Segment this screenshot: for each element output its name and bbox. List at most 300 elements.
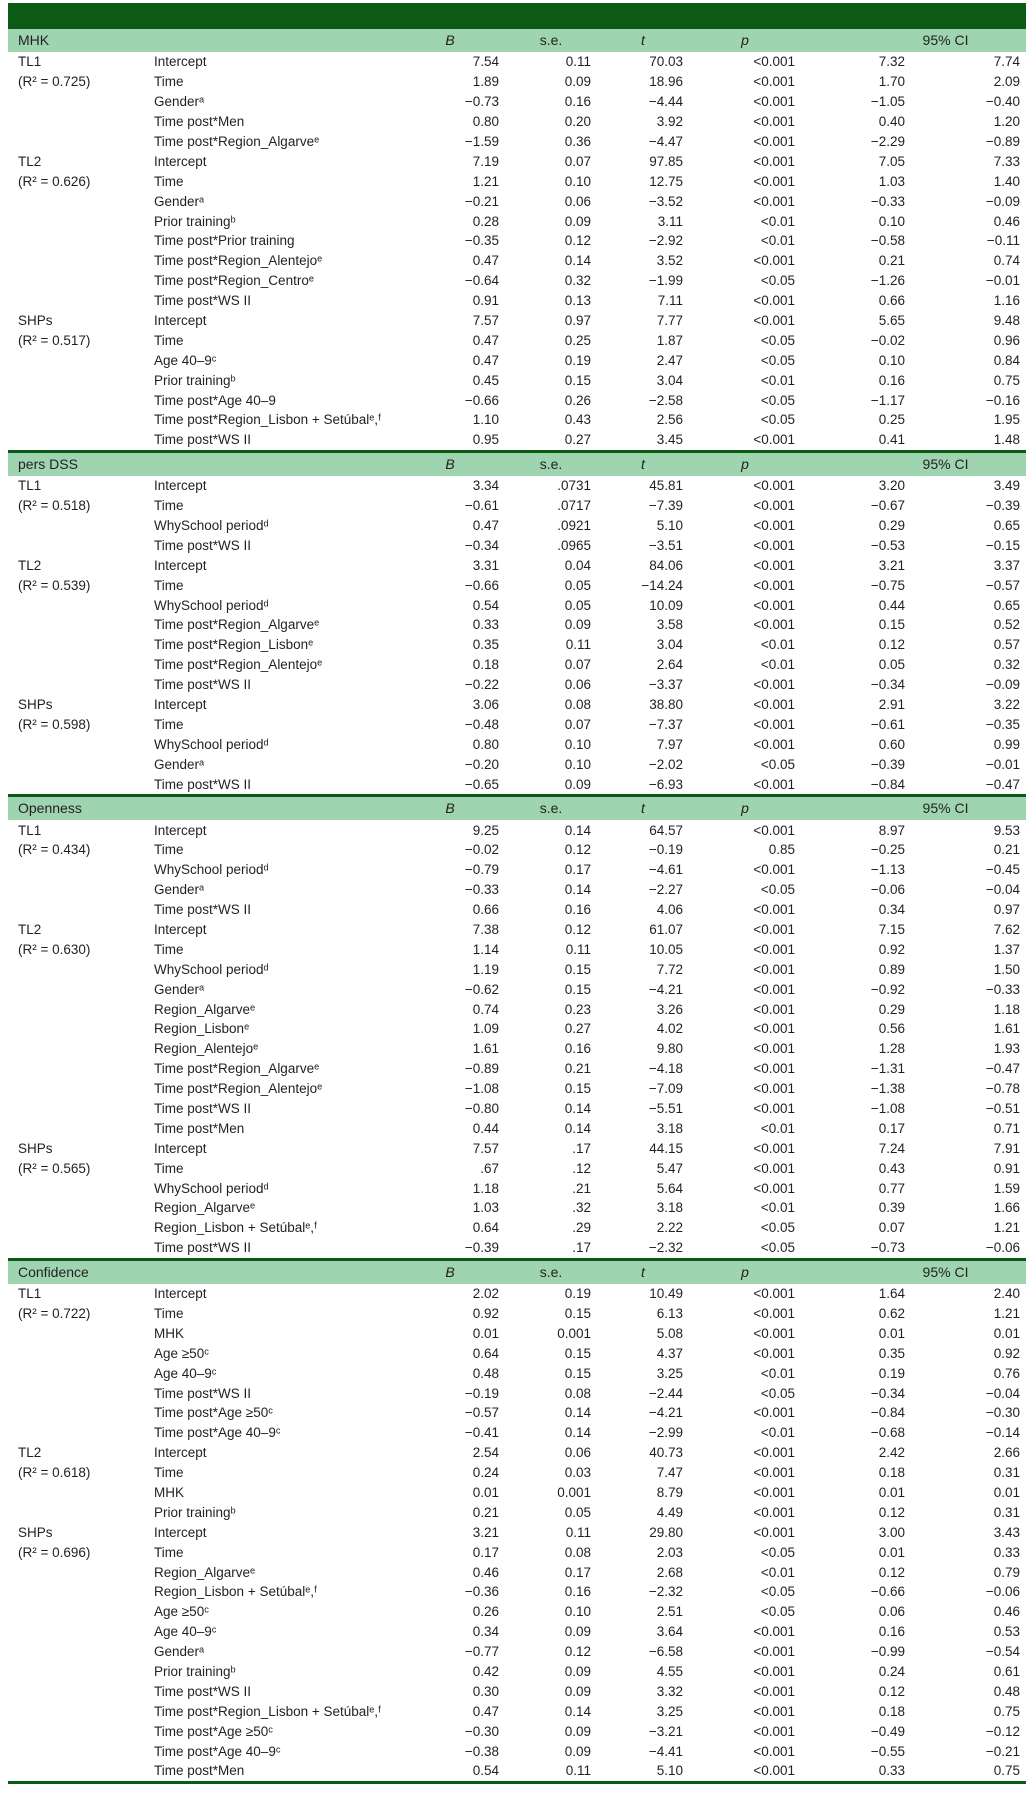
table-row <box>8 410 1026 430</box>
coef-p: <0.001 <box>753 1325 795 1341</box>
table-row <box>8 311 1026 331</box>
predictor-label: Time post*WS II <box>154 677 252 693</box>
predictor-label: Genderᵃ <box>154 1644 205 1660</box>
coef-p: <0.001 <box>753 597 795 613</box>
header-ci: 95% CI <box>801 451 1026 476</box>
group-empty <box>8 92 148 112</box>
predictor-label: Time <box>154 1160 184 1176</box>
predictor-label: Genderᵃ <box>154 193 205 209</box>
ci-upper: 0.84 <box>993 352 1021 368</box>
coef-t: −4.21 <box>648 1405 683 1421</box>
ci-lower: 1.03 <box>878 173 905 189</box>
section-header <box>8 796 1026 821</box>
group-empty <box>8 675 148 695</box>
predictor-label: Intercept <box>154 54 207 70</box>
predictor-label: Prior trainingᵇ <box>154 372 236 388</box>
table-row <box>8 1039 1026 1059</box>
ci-upper: −0.30 <box>985 1405 1021 1421</box>
ci-upper: 0.91 <box>993 1160 1021 1176</box>
ci-upper: −0.39 <box>985 498 1021 514</box>
coef-se: 0.07 <box>564 657 591 673</box>
ci-upper: 1.18 <box>993 1001 1021 1017</box>
table-row <box>8 959 1026 979</box>
coef-p: <0.05 <box>760 1584 795 1600</box>
ci-lower: 0.60 <box>878 736 905 752</box>
group-empty <box>8 291 148 311</box>
table-row <box>8 595 1026 615</box>
header-p: p <box>689 451 801 476</box>
coef-b: −0.64 <box>464 273 499 289</box>
coef-se: 0.001 <box>557 1485 591 1500</box>
group-r2: (R² = 0.598) <box>18 716 91 732</box>
coef-t: 2.64 <box>656 657 683 673</box>
table-row <box>8 151 1026 171</box>
table-row <box>8 1178 1026 1198</box>
group-empty <box>8 112 148 132</box>
coef-t: −2.58 <box>648 392 683 408</box>
coef-se: 0.23 <box>564 1001 591 1017</box>
ci-lower: −0.55 <box>870 1743 905 1759</box>
coef-b: −0.57 <box>464 1405 499 1421</box>
group-empty <box>8 1701 148 1721</box>
coef-b: −0.66 <box>464 392 499 408</box>
coef-p: <0.05 <box>760 392 795 408</box>
coef-p: <0.001 <box>753 1305 795 1321</box>
header-ci: 95% CI <box>801 796 1026 821</box>
group-empty <box>8 979 148 999</box>
group-r2: (R² = 0.696) <box>18 1544 91 1560</box>
group-empty <box>8 1198 148 1218</box>
ci-lower: 5.65 <box>878 313 905 329</box>
ci-lower: −0.34 <box>870 1385 905 1401</box>
coef-b: 0.01 <box>472 1325 499 1341</box>
table-row <box>8 1602 1026 1622</box>
ci-upper: −0.01 <box>985 273 1021 289</box>
group-r2: (R² = 0.434) <box>18 842 91 858</box>
table-row <box>8 1761 1026 1782</box>
coef-b: 0.47 <box>472 253 499 269</box>
coef-se: 0.11 <box>565 637 591 653</box>
table-row <box>8 92 1026 112</box>
coef-p: <0.001 <box>753 941 795 957</box>
ci-upper: 1.16 <box>993 293 1021 309</box>
coef-b: 0.01 <box>472 1485 499 1500</box>
coef-t: 12.75 <box>649 173 683 189</box>
header-se: s.e. <box>505 1259 597 1284</box>
predictor-label: Prior trainingᵇ <box>154 1664 236 1680</box>
coef-t: 3.58 <box>656 617 683 633</box>
group-empty <box>8 1079 148 1099</box>
coef-se: 0.08 <box>564 1385 591 1401</box>
ci-upper: 0.33 <box>993 1544 1021 1560</box>
coef-t: 4.37 <box>656 1345 683 1361</box>
coef-se: 0.001 <box>557 1325 591 1341</box>
ci-upper: 0.52 <box>993 617 1021 633</box>
ci-upper: 1.95 <box>993 412 1021 428</box>
predictor-label: Time <box>154 941 184 957</box>
coef-b: 2.54 <box>472 1445 499 1461</box>
ci-upper: 0.31 <box>993 1465 1021 1481</box>
coef-b: 1.89 <box>472 74 499 90</box>
table-row <box>8 774 1026 795</box>
table-row <box>8 291 1026 311</box>
table-row <box>8 171 1026 191</box>
coef-se: .0731 <box>557 478 591 494</box>
coef-se: 0.32 <box>564 273 591 289</box>
group-r2: (R² = 0.618) <box>18 1465 91 1481</box>
ci-lower: 2.91 <box>878 697 905 713</box>
coef-p: <0.01 <box>760 372 795 388</box>
table-row <box>8 1363 1026 1383</box>
group-empty <box>8 211 148 231</box>
predictor-label: Intercept <box>154 153 207 169</box>
ci-lower: 0.41 <box>878 432 905 448</box>
coef-t: 2.56 <box>656 412 683 428</box>
predictor-label: Time post*Region_Lisbon + Setúbalᵉ,ᶠ <box>154 412 382 428</box>
table-row <box>8 1079 1026 1099</box>
group-empty <box>8 734 148 754</box>
group-empty <box>8 999 148 1019</box>
coef-b: 3.21 <box>472 1524 499 1540</box>
ci-lower: 0.39 <box>878 1200 905 1216</box>
predictor-label: WhySchool periodᵈ <box>154 862 269 878</box>
coef-se: 0.11 <box>565 941 591 957</box>
table-row <box>8 1701 1026 1721</box>
group-empty <box>8 1238 148 1259</box>
coef-b: −0.66 <box>464 577 499 593</box>
coef-se: 0.19 <box>564 1286 591 1302</box>
ci-lower: 0.01 <box>878 1325 905 1341</box>
ci-lower: −0.33 <box>870 193 905 209</box>
table-row <box>8 1238 1026 1259</box>
coef-p: <0.05 <box>760 882 795 898</box>
coef-p: <0.001 <box>753 1624 795 1640</box>
ci-upper: −0.78 <box>985 1081 1021 1097</box>
ci-lower: 0.07 <box>878 1220 905 1236</box>
coef-p: <0.05 <box>760 1544 795 1560</box>
coef-se: 0.14 <box>564 1703 591 1719</box>
group-empty <box>8 1099 148 1119</box>
predictor-label: Intercept <box>154 313 207 329</box>
coef-p: <0.001 <box>753 313 795 329</box>
coef-t: −1.99 <box>648 273 683 289</box>
ci-upper: −0.45 <box>985 862 1021 878</box>
coef-p: <0.001 <box>753 1286 795 1302</box>
coef-se: 0.09 <box>564 74 591 90</box>
coef-p: <0.001 <box>753 1140 795 1156</box>
coef-b: −0.38 <box>464 1743 499 1759</box>
ci-upper: −0.06 <box>985 1240 1021 1256</box>
header-b: B <box>395 451 505 476</box>
predictor-label: Age 40–9ᶜ <box>154 1624 217 1640</box>
coef-p: <0.001 <box>753 1100 795 1116</box>
coef-t: 64.57 <box>649 822 683 838</box>
table-row <box>8 1662 1026 1682</box>
coef-b: −0.89 <box>464 1061 499 1077</box>
coef-b: 0.26 <box>472 1604 499 1620</box>
ci-upper: 1.61 <box>993 1021 1021 1037</box>
coef-b: −0.61 <box>464 498 499 514</box>
table-row <box>8 555 1026 575</box>
predictor-label: MHK <box>154 1325 184 1341</box>
group-name: TL1 <box>18 54 42 70</box>
ci-upper: 0.46 <box>993 213 1021 229</box>
predictor-label: Region_Lisbon + Setúbalᵉ,ᶠ <box>154 1220 318 1236</box>
predictor-label: Intercept <box>154 478 207 494</box>
coef-b: 0.34 <box>472 1624 499 1640</box>
coef-t: 3.32 <box>656 1683 683 1699</box>
coef-t: 5.10 <box>656 518 683 534</box>
coef-t: 61.07 <box>649 921 683 937</box>
ci-lower: 0.34 <box>878 902 905 918</box>
group-r2: (R² = 0.722) <box>18 1305 91 1321</box>
ci-lower: 0.12 <box>878 1504 905 1520</box>
ci-lower: 0.17 <box>878 1120 905 1136</box>
table-row <box>8 52 1026 72</box>
coef-se: 0.12 <box>564 233 591 249</box>
ci-upper: −0.11 <box>986 233 1021 249</box>
ci-upper: −0.47 <box>985 1061 1021 1077</box>
coef-se: .17 <box>572 1240 591 1256</box>
predictor-label: Time <box>154 74 184 90</box>
header-ci: 95% CI <box>801 29 1026 52</box>
ci-upper: 0.99 <box>993 736 1021 752</box>
coef-b: 7.57 <box>472 313 499 329</box>
table-row <box>8 1483 1026 1503</box>
ci-lower: −0.84 <box>870 1405 905 1421</box>
ci-lower: −0.34 <box>870 677 905 693</box>
ci-upper: 0.46 <box>993 1604 1021 1620</box>
coef-se: 0.15 <box>564 1345 591 1361</box>
coef-p: <0.001 <box>753 1504 795 1520</box>
group-empty <box>8 1622 148 1642</box>
group-empty <box>8 1059 148 1079</box>
coef-p: <0.001 <box>753 697 795 713</box>
table-row <box>8 1562 1026 1582</box>
coef-b: −0.48 <box>464 716 499 732</box>
coef-se: .0921 <box>557 518 591 534</box>
ci-lower: 0.12 <box>878 637 905 653</box>
predictor-label: Region_Lisbon + Setúbalᵉ,ᶠ <box>154 1584 318 1600</box>
table-row <box>8 900 1026 920</box>
ci-lower: 0.56 <box>878 1021 905 1037</box>
predictor-label: Genderᵃ <box>154 94 205 110</box>
ci-lower: 7.15 <box>878 921 905 937</box>
coef-p: <0.001 <box>753 776 795 792</box>
coef-p: <0.001 <box>753 432 795 448</box>
coef-t: 44.15 <box>649 1140 683 1156</box>
ci-lower: 0.92 <box>878 941 905 957</box>
coef-b: 1.18 <box>472 1180 499 1196</box>
coef-se: 0.26 <box>564 392 591 408</box>
coef-se: 0.14 <box>564 1425 591 1441</box>
coef-p: <0.001 <box>753 617 795 633</box>
coef-t: −5.51 <box>648 1100 683 1116</box>
coef-t: 5.64 <box>656 1180 683 1196</box>
ci-lower: 0.01 <box>878 1485 905 1500</box>
predictor-label: Age 40–9ᶜ <box>154 1365 217 1381</box>
coef-b: 0.35 <box>472 637 499 653</box>
group-empty <box>8 1642 148 1662</box>
ci-lower: 0.12 <box>878 1564 905 1580</box>
coef-se: 0.14 <box>564 1405 591 1421</box>
table-row <box>8 516 1026 536</box>
coef-b: 2.02 <box>472 1286 499 1302</box>
ci-lower: −0.58 <box>870 233 905 249</box>
group-empty <box>8 959 148 979</box>
table-row <box>8 1383 1026 1403</box>
coef-p: <0.05 <box>760 1604 795 1620</box>
coef-se: 0.05 <box>564 1504 591 1520</box>
group-name: TL2 <box>18 921 42 937</box>
coef-t: 2.22 <box>656 1220 683 1236</box>
group-empty <box>8 132 148 152</box>
header-se: s.e. <box>505 796 597 821</box>
table-row <box>8 1323 1026 1343</box>
ci-lower: −0.02 <box>870 332 905 348</box>
coef-se: 0.09 <box>564 1664 591 1680</box>
group-empty <box>8 1178 148 1198</box>
coef-t: 3.18 <box>656 1120 683 1136</box>
group-empty <box>8 900 148 920</box>
coef-b: 0.30 <box>472 1683 499 1699</box>
coef-t: 7.77 <box>656 313 683 329</box>
table-row <box>8 132 1026 152</box>
predictor-label: Time <box>154 332 184 348</box>
table-row <box>8 1642 1026 1662</box>
table-row <box>8 1158 1026 1178</box>
ci-upper: 0.21 <box>993 842 1021 858</box>
ci-upper: −0.16 <box>985 392 1021 408</box>
predictor-label: WhySchool periodᵈ <box>154 961 269 977</box>
predictor-label: Time post*Region_Alentejoᵉ <box>154 253 323 269</box>
coef-p: <0.01 <box>760 1200 795 1216</box>
table-row <box>8 1502 1026 1522</box>
predictor-label: Time post*Men <box>154 114 245 130</box>
ci-lower: −0.75 <box>870 577 905 593</box>
coef-b: 0.91 <box>472 293 499 309</box>
group-r2: (R² = 0.518) <box>18 498 91 514</box>
coef-b: 7.38 <box>472 921 499 937</box>
predictor-label: Time post*Age 40–9 <box>154 392 276 408</box>
table-row <box>8 695 1026 715</box>
table-row <box>8 1443 1026 1463</box>
predictor-label: Time <box>154 716 184 732</box>
coef-p: <0.001 <box>753 1644 795 1660</box>
coef-t: 1.87 <box>656 332 683 348</box>
coef-se: 0.09 <box>564 1683 591 1699</box>
coef-t: −7.09 <box>648 1081 683 1097</box>
predictor-label: Genderᵃ <box>154 981 205 997</box>
ci-upper: −0.14 <box>985 1425 1021 1441</box>
ci-lower: 7.24 <box>878 1140 905 1156</box>
coef-p: <0.001 <box>753 1001 795 1017</box>
coef-t: 3.26 <box>656 1001 683 1017</box>
coef-p: <0.001 <box>753 1445 795 1461</box>
coef-se: 0.10 <box>564 736 591 752</box>
coef-b: −0.02 <box>464 842 499 858</box>
coef-t: 45.81 <box>649 478 683 494</box>
ci-upper: 3.43 <box>993 1524 1021 1540</box>
ci-upper: 0.76 <box>993 1365 1021 1381</box>
coef-t: 3.45 <box>656 432 683 448</box>
ci-upper: 0.48 <box>993 1683 1021 1699</box>
coef-b: 1.61 <box>472 1041 499 1057</box>
coef-p: <0.001 <box>753 1485 795 1500</box>
coef-t: 29.80 <box>649 1524 683 1540</box>
coef-se: 0.17 <box>564 862 591 878</box>
coef-p: <0.001 <box>753 193 795 209</box>
coef-t: −2.99 <box>648 1425 683 1441</box>
ci-upper: −0.12 <box>985 1723 1021 1739</box>
ci-lower: 0.77 <box>878 1180 905 1196</box>
coef-p: <0.001 <box>753 153 795 169</box>
ci-upper: 0.32 <box>993 657 1021 673</box>
ci-lower: 0.10 <box>878 213 905 229</box>
coef-b: −0.21 <box>464 193 499 209</box>
coef-t: 7.11 <box>657 293 683 309</box>
coef-se: 0.20 <box>564 114 591 130</box>
coef-b: 0.48 <box>472 1365 499 1381</box>
coef-b: 1.21 <box>472 173 499 189</box>
ci-upper: 1.59 <box>993 1180 1021 1196</box>
ci-lower: 0.44 <box>878 597 905 613</box>
table-row <box>8 1304 1026 1324</box>
ci-lower: 0.25 <box>878 412 905 428</box>
coef-t: −4.41 <box>648 1743 683 1759</box>
ci-upper: −0.51 <box>985 1100 1021 1116</box>
coef-se: 0.15 <box>564 1081 591 1097</box>
coef-p: <0.01 <box>760 233 795 249</box>
group-r2: (R² = 0.539) <box>18 577 91 593</box>
ci-lower: 0.24 <box>878 1664 905 1680</box>
coef-b: 0.33 <box>472 617 499 633</box>
coef-b: 1.19 <box>472 961 499 977</box>
ci-upper: 3.49 <box>993 478 1021 494</box>
ci-lower: −1.26 <box>870 273 905 289</box>
group-r2: (R² = 0.630) <box>18 941 91 957</box>
ci-upper: 1.21 <box>993 1220 1021 1236</box>
coef-b: 0.64 <box>472 1345 499 1361</box>
coef-b: −0.20 <box>464 756 499 772</box>
ci-upper: 0.53 <box>993 1624 1021 1640</box>
predictor-label: Age ≥50ᶜ <box>154 1345 209 1361</box>
group-empty <box>8 1741 148 1761</box>
ci-lower: 0.33 <box>801 1761 911 1782</box>
coef-se: 0.14 <box>564 253 591 269</box>
coef-se: 0.08 <box>564 1544 591 1560</box>
coef-p: <0.001 <box>753 537 795 553</box>
coef-t: 8.79 <box>656 1485 683 1500</box>
coef-se: 0.16 <box>564 94 591 110</box>
ci-upper: −0.54 <box>985 1644 1021 1660</box>
header-t: t <box>597 451 689 476</box>
ci-lower: 0.18 <box>878 1465 905 1481</box>
predictor-label: Time post*WS II <box>154 1385 252 1401</box>
predictor-label: Time <box>154 173 184 189</box>
ci-upper: 1.37 <box>993 941 1021 957</box>
coef-se: 0.11 <box>565 54 591 70</box>
predictor-label: WhySchool periodᵈ <box>154 736 269 752</box>
coef-t: −2.32 <box>648 1584 683 1600</box>
group-empty <box>8 1502 148 1522</box>
table-row <box>8 251 1026 271</box>
ci-upper: 0.75 <box>993 372 1021 388</box>
coef-t: 3.04 <box>656 637 683 653</box>
group-r2: (R² = 0.565) <box>18 1160 91 1176</box>
predictor-label: Region_Algarveᵉ <box>154 1564 256 1580</box>
ci-lower: 2.42 <box>878 1445 905 1461</box>
